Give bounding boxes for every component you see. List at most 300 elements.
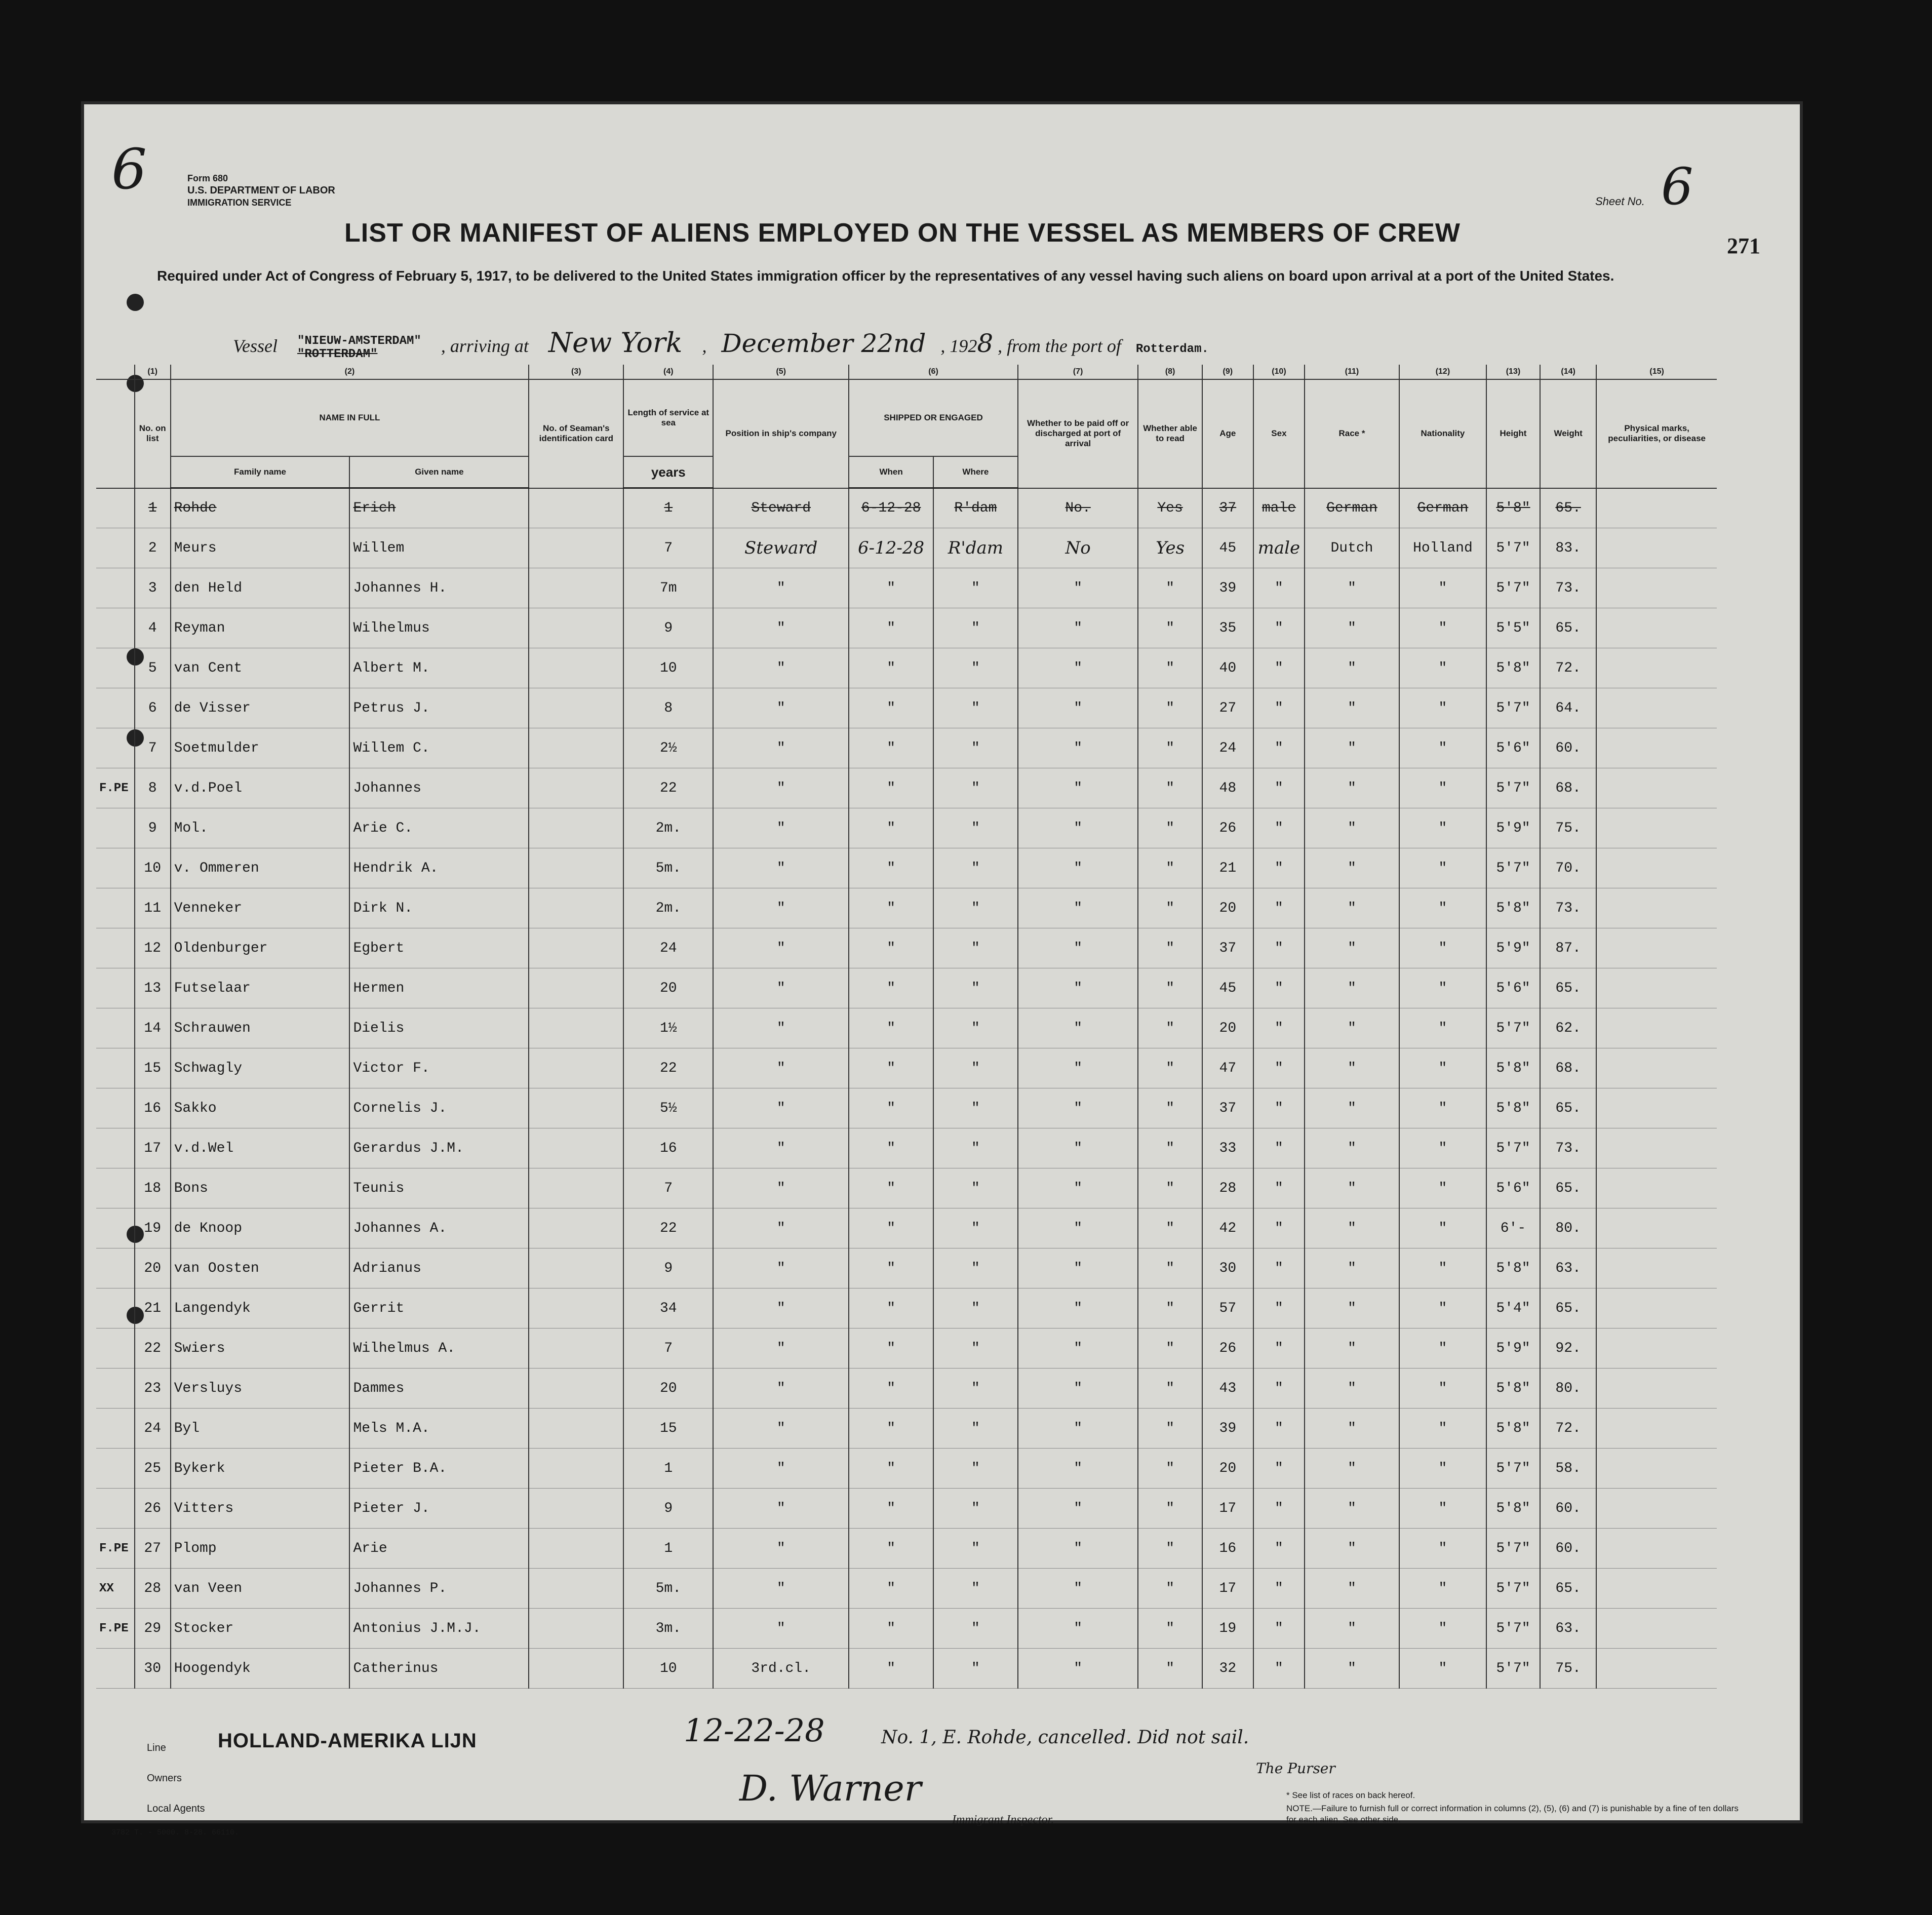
height: 5'9" — [1486, 808, 1540, 848]
nationality: " — [1399, 1128, 1486, 1168]
sheet-label: Sheet No. — [1595, 195, 1645, 208]
header-able-read: Whether able to read — [1138, 379, 1202, 488]
shipped-when: " — [849, 848, 933, 888]
height: 5'8" — [1486, 1369, 1540, 1409]
able-to-read: " — [1138, 1208, 1202, 1248]
physical-marks — [1596, 648, 1717, 688]
weight: 87. — [1540, 928, 1596, 968]
shipped-where: " — [933, 1208, 1018, 1248]
age: 17 — [1202, 1569, 1253, 1609]
nationality: " — [1399, 968, 1486, 1008]
row-number: 10 — [135, 848, 171, 888]
paid-off: " — [1018, 1569, 1138, 1609]
height: 5'8" — [1486, 1409, 1540, 1449]
age: 16 — [1202, 1529, 1253, 1569]
row-note — [96, 1048, 135, 1088]
race: " — [1305, 1489, 1399, 1529]
table-row — [96, 568, 1717, 608]
header-race: Race * — [1305, 379, 1399, 488]
row-number: 30 — [135, 1649, 171, 1689]
table-row — [96, 1208, 1717, 1248]
position: " — [713, 1529, 849, 1569]
length-of-service: 20 — [623, 968, 713, 1008]
col-num: (7) — [1018, 365, 1138, 379]
shipped-where: " — [933, 1248, 1018, 1288]
length-of-service: 22 — [623, 768, 713, 808]
header-nationality: Nationality — [1399, 379, 1486, 488]
sex: " — [1253, 1529, 1305, 1569]
weight: 62. — [1540, 1008, 1596, 1048]
given-name: Johannes — [349, 768, 529, 808]
age: 24 — [1202, 728, 1253, 768]
weight: 63. — [1540, 1609, 1596, 1649]
shipped-when: " — [849, 1288, 933, 1328]
header-sex: Sex — [1253, 379, 1305, 488]
length-of-service: 22 — [623, 1208, 713, 1248]
sex: " — [1253, 1168, 1305, 1208]
row-number: 28 — [135, 1569, 171, 1609]
shipped-where: " — [933, 1328, 1018, 1369]
paid-off: " — [1018, 968, 1138, 1008]
weight: 65. — [1540, 1088, 1596, 1128]
length-of-service: 7m — [623, 568, 713, 608]
position: " — [713, 968, 849, 1008]
length-of-service: 9 — [623, 1248, 713, 1288]
year-prefix: , 192 — [940, 336, 977, 356]
header-no-on-list: No. on list — [135, 379, 171, 488]
given-name: Arie — [349, 1529, 529, 1569]
position: " — [713, 1088, 849, 1128]
sex: " — [1253, 648, 1305, 688]
header-age: Age — [1202, 379, 1253, 488]
paid-off: No. — [1018, 488, 1138, 528]
age: 26 — [1202, 1328, 1253, 1369]
row-note — [96, 528, 135, 568]
physical-marks — [1596, 808, 1717, 848]
age: 26 — [1202, 808, 1253, 848]
vessel-label: Vessel — [233, 336, 278, 356]
weight: 58. — [1540, 1449, 1596, 1489]
arriving-label: , arriving at — [441, 336, 529, 356]
given-name: Gerrit — [349, 1288, 529, 1328]
family-name: den Held — [171, 568, 350, 608]
shipped-where: R'dam — [933, 488, 1018, 528]
age: 17 — [1202, 1489, 1253, 1529]
height: 5'9" — [1486, 928, 1540, 968]
seamans-id-cell — [529, 848, 623, 888]
length-of-service: 9 — [623, 1489, 713, 1529]
height: 5'7" — [1486, 1609, 1540, 1649]
row-note — [96, 1328, 135, 1369]
race: " — [1305, 608, 1399, 648]
row-note — [96, 1168, 135, 1208]
weight: 73. — [1540, 888, 1596, 928]
paid-off: " — [1018, 1609, 1138, 1649]
row-note — [96, 728, 135, 768]
nationality: " — [1399, 1328, 1486, 1369]
row-note — [96, 648, 135, 688]
given-name: Hendrik A. — [349, 848, 529, 888]
height: 5'7" — [1486, 688, 1540, 728]
shipped-where: " — [933, 968, 1018, 1008]
length-of-service: 2m. — [623, 808, 713, 848]
position: " — [713, 848, 849, 888]
height: 5'8" — [1486, 488, 1540, 528]
physical-marks — [1596, 768, 1717, 808]
row-number: 25 — [135, 1449, 171, 1489]
physical-marks — [1596, 1248, 1717, 1288]
shipped-when: " — [849, 1008, 933, 1048]
row-note — [96, 808, 135, 848]
service: IMMIGRATION SERVICE — [187, 198, 292, 208]
shipped-where: " — [933, 1489, 1018, 1529]
sex: " — [1253, 808, 1305, 848]
col-num: (4) — [623, 365, 713, 379]
sex: " — [1253, 768, 1305, 808]
header-weight: Weight — [1540, 379, 1596, 488]
age: 27 — [1202, 688, 1253, 728]
able-to-read: " — [1138, 768, 1202, 808]
shipped-where: " — [933, 1288, 1018, 1328]
position: " — [713, 1208, 849, 1248]
vessel-name: "NIEUW-AMSTERDAM" — [297, 334, 421, 348]
family-name: Schwagly — [171, 1048, 350, 1088]
physical-marks — [1596, 528, 1717, 568]
family-name: Futselaar — [171, 968, 350, 1008]
header-family-name: Family name — [171, 456, 350, 488]
row-number: 11 — [135, 888, 171, 928]
department: U.S. DEPARTMENT OF LABOR — [187, 185, 335, 196]
vessel-line: Vessel "NIEUW-AMSTERDAM" "ROTTERDAM" , arriving at New York , December 22nd , 1928 , from the port of Rotterdam. — [233, 327, 1209, 361]
paid-off: " — [1018, 568, 1138, 608]
able-to-read: " — [1138, 1449, 1202, 1489]
position: " — [713, 1449, 849, 1489]
height: 5'9" — [1486, 1328, 1540, 1369]
position: 3rd.cl. — [713, 1649, 849, 1689]
paid-off: " — [1018, 1208, 1138, 1248]
physical-marks — [1596, 1489, 1717, 1529]
shipped-when: " — [849, 1208, 933, 1248]
shipped-where: R'dam — [933, 528, 1018, 568]
position: " — [713, 648, 849, 688]
position: Steward — [713, 488, 849, 528]
family-name: v.d.Poel — [171, 768, 350, 808]
given-name: Antonius J.M.J. — [349, 1609, 529, 1649]
shipped-when: " — [849, 1328, 933, 1369]
sex: " — [1253, 1248, 1305, 1288]
age: 37 — [1202, 488, 1253, 528]
nationality: " — [1399, 1529, 1486, 1569]
family-name: v.d.Wel — [171, 1128, 350, 1168]
age: 42 — [1202, 1208, 1253, 1248]
paid-off: " — [1018, 1288, 1138, 1328]
seamans-id-cell — [529, 1048, 623, 1088]
physical-marks — [1596, 888, 1717, 928]
race: " — [1305, 1008, 1399, 1048]
length-of-service: 16 — [623, 1128, 713, 1168]
row-number: 24 — [135, 1409, 171, 1449]
able-to-read: " — [1138, 728, 1202, 768]
seamans-id-cell — [529, 808, 623, 848]
row-note — [96, 1128, 135, 1168]
shipped-when: " — [849, 1088, 933, 1128]
row-number: 14 — [135, 1008, 171, 1048]
shipped-where: " — [933, 808, 1018, 848]
position: " — [713, 1609, 849, 1649]
seamans-id-cell — [529, 928, 623, 968]
year-digit: 8 — [977, 329, 994, 358]
length-of-service: 24 — [623, 928, 713, 968]
given-name: Albert M. — [349, 648, 529, 688]
table-row — [96, 1489, 1717, 1529]
row-number: 12 — [135, 928, 171, 968]
height: 5'6" — [1486, 1168, 1540, 1208]
height: 5'7" — [1486, 848, 1540, 888]
family-name: Rohde — [171, 488, 350, 528]
sex: " — [1253, 728, 1305, 768]
nationality: " — [1399, 568, 1486, 608]
family-name: van Cent — [171, 648, 350, 688]
crew-rows — [96, 488, 1717, 1689]
race: " — [1305, 728, 1399, 768]
family-name: Meurs — [171, 528, 350, 568]
family-name: Plomp — [171, 1529, 350, 1569]
weight: 80. — [1540, 1369, 1596, 1409]
table-row — [96, 528, 1717, 568]
given-name: Pieter J. — [349, 1489, 529, 1529]
column-headers — [96, 379, 1717, 456]
family-name: Schrauwen — [171, 1008, 350, 1048]
length-of-service: 1 — [623, 488, 713, 528]
nationality: " — [1399, 1248, 1486, 1288]
row-number: 5 — [135, 648, 171, 688]
table-row — [96, 1328, 1717, 1369]
weight: 60. — [1540, 1489, 1596, 1529]
nationality: " — [1399, 728, 1486, 768]
weight: 73. — [1540, 568, 1596, 608]
able-to-read: " — [1138, 1489, 1202, 1529]
able-to-read: " — [1138, 1288, 1202, 1328]
nationality: German — [1399, 488, 1486, 528]
nationality: " — [1399, 1088, 1486, 1128]
weight: 64. — [1540, 688, 1596, 728]
nationality: " — [1399, 1048, 1486, 1088]
length-of-service: 7 — [623, 1168, 713, 1208]
able-to-read: " — [1138, 1569, 1202, 1609]
col-num: (2) — [171, 365, 529, 379]
given-name: Wilhelmus A. — [349, 1328, 529, 1369]
family-name: Bons — [171, 1168, 350, 1208]
seamans-id-cell — [529, 1288, 623, 1328]
col-num: (15) — [1596, 365, 1717, 379]
physical-marks — [1596, 1449, 1717, 1489]
row-number: 6 — [135, 688, 171, 728]
paid-off: No — [1018, 528, 1138, 568]
shipped-when: " — [849, 1569, 933, 1609]
paid-off: " — [1018, 648, 1138, 688]
shipped-when: " — [849, 1529, 933, 1569]
weight: 75. — [1540, 808, 1596, 848]
seamans-id-cell — [529, 1529, 623, 1569]
height: 5'4" — [1486, 1288, 1540, 1328]
nationality: " — [1399, 1449, 1486, 1489]
length-of-service: 20 — [623, 1369, 713, 1409]
row-note — [96, 608, 135, 648]
sex: " — [1253, 1449, 1305, 1489]
nationality: " — [1399, 1609, 1486, 1649]
height: 5'7" — [1486, 568, 1540, 608]
age: 21 — [1202, 848, 1253, 888]
header-shipped: SHIPPED OR ENGAGED — [849, 379, 1018, 456]
race: " — [1305, 1649, 1399, 1689]
shipped-when: " — [849, 568, 933, 608]
table-row — [96, 688, 1717, 728]
row-number: 29 — [135, 1609, 171, 1649]
header-name-in-full: NAME IN FULL — [171, 379, 529, 456]
able-to-read: " — [1138, 1369, 1202, 1409]
shipped-when: " — [849, 1449, 933, 1489]
physical-marks — [1596, 1208, 1717, 1248]
table-row — [96, 848, 1717, 888]
given-name: Mels M.A. — [349, 1409, 529, 1449]
weight: 92. — [1540, 1328, 1596, 1369]
age: 20 — [1202, 1008, 1253, 1048]
shipped-where: " — [933, 888, 1018, 928]
row-note — [96, 568, 135, 608]
table-row — [96, 968, 1717, 1008]
height: 5'7" — [1486, 1649, 1540, 1689]
shipped-where: " — [933, 1168, 1018, 1208]
paid-off: " — [1018, 1008, 1138, 1048]
paid-off: " — [1018, 1409, 1138, 1449]
sex: " — [1253, 1369, 1305, 1409]
position: " — [713, 608, 849, 648]
weight: 65. — [1540, 968, 1596, 1008]
race: " — [1305, 1609, 1399, 1649]
length-of-service: 1½ — [623, 1008, 713, 1048]
paid-off: " — [1018, 1649, 1138, 1689]
family-name: Byl — [171, 1409, 350, 1449]
row-note — [96, 1208, 135, 1248]
line-label: Line — [147, 1742, 166, 1753]
row-note — [96, 688, 135, 728]
family-name: Oldenburger — [171, 928, 350, 968]
seamans-id-cell — [529, 1088, 623, 1128]
race: " — [1305, 1048, 1399, 1088]
sex: " — [1253, 688, 1305, 728]
nationality: " — [1399, 848, 1486, 888]
able-to-read: " — [1138, 1168, 1202, 1208]
seamans-id-cell — [529, 1569, 623, 1609]
header-position: Position in ship's company — [713, 379, 849, 488]
table-row — [96, 648, 1717, 688]
shipped-where: " — [933, 848, 1018, 888]
shipped-where: " — [933, 728, 1018, 768]
height: 5'7" — [1486, 528, 1540, 568]
race: " — [1305, 808, 1399, 848]
length-of-service: 34 — [623, 1288, 713, 1328]
seamans-id-cell — [529, 728, 623, 768]
position: " — [713, 1288, 849, 1328]
shipped-when: " — [849, 968, 933, 1008]
height: 5'7" — [1486, 1569, 1540, 1609]
table-row — [96, 1128, 1717, 1168]
header-length-service: Length of service at sea — [623, 379, 713, 456]
paid-off: " — [1018, 608, 1138, 648]
seamans-id-cell — [529, 1369, 623, 1409]
length-of-service: 9 — [623, 608, 713, 648]
race: " — [1305, 1288, 1399, 1328]
paid-off: " — [1018, 768, 1138, 808]
height: 5'7" — [1486, 1449, 1540, 1489]
sex: male — [1253, 488, 1305, 528]
nationality: Holland — [1399, 528, 1486, 568]
row-note — [96, 968, 135, 1008]
row-number: 26 — [135, 1489, 171, 1529]
race: " — [1305, 1208, 1399, 1248]
family-name: Versluys — [171, 1369, 350, 1409]
family-name: Stocker — [171, 1609, 350, 1649]
seamans-id-cell — [529, 648, 623, 688]
given-name: Dammes — [349, 1369, 529, 1409]
punch-hole — [127, 294, 144, 311]
given-name: Arie C. — [349, 808, 529, 848]
race: Dutch — [1305, 528, 1399, 568]
row-note: XX — [96, 1569, 135, 1609]
family-name: Bykerk — [171, 1449, 350, 1489]
height: 5'7" — [1486, 768, 1540, 808]
height: 5'6" — [1486, 728, 1540, 768]
header-seamans-id: No. of Seaman's identification card — [529, 379, 623, 488]
physical-marks — [1596, 1168, 1717, 1208]
position: " — [713, 928, 849, 968]
sex: " — [1253, 848, 1305, 888]
row-note — [96, 1489, 135, 1529]
seamans-id-cell — [529, 768, 623, 808]
sheet-number: 6 — [1661, 157, 1693, 216]
physical-marks — [1596, 1529, 1717, 1569]
weight: 65. — [1540, 1288, 1596, 1328]
sex: " — [1253, 1569, 1305, 1609]
table-row — [96, 1569, 1717, 1609]
position: " — [713, 1248, 849, 1288]
nationality: " — [1399, 1008, 1486, 1048]
family-name: Soetmulder — [171, 728, 350, 768]
weight: 70. — [1540, 848, 1596, 888]
height: 5'8" — [1486, 1088, 1540, 1128]
position: " — [713, 1048, 849, 1088]
arriving-port: New York — [548, 327, 683, 359]
table-row — [96, 608, 1717, 648]
given-name: Dielis — [349, 1008, 529, 1048]
nationality: " — [1399, 608, 1486, 648]
shipped-where: " — [933, 1088, 1018, 1128]
position: " — [713, 808, 849, 848]
subtitle: Required under Act of Congress of February 5, 1917, to be delivered to the United States immigration officer by the representatives of any vessel having such aliens on board upon arrival at a port of the United States. — [157, 268, 1614, 284]
length-of-service: 22 — [623, 1048, 713, 1088]
vessel-name-struck: "ROTTERDAM" — [297, 347, 378, 361]
height: 5'7" — [1486, 1529, 1540, 1569]
physical-marks — [1596, 1609, 1717, 1649]
age: 43 — [1202, 1369, 1253, 1409]
weight: 83. — [1540, 528, 1596, 568]
shipped-when: " — [849, 1369, 933, 1409]
table-row — [96, 888, 1717, 928]
race: " — [1305, 648, 1399, 688]
row-note — [96, 1088, 135, 1128]
length-of-service: 7 — [623, 1328, 713, 1369]
paid-off: " — [1018, 888, 1138, 928]
